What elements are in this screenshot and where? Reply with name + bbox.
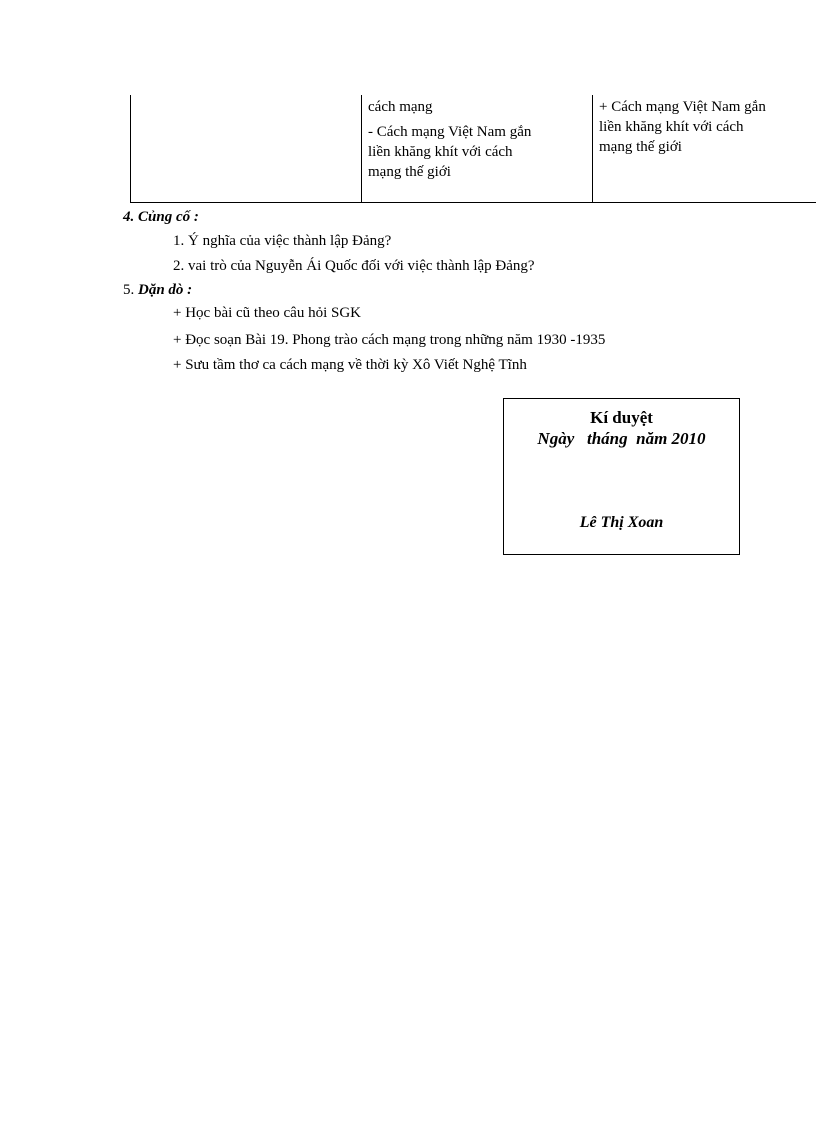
cell-text-line: - Cách mạng Việt Nam gắn — [368, 124, 532, 140]
section-title: Dặn dò : — [138, 282, 193, 298]
table-cell-empty — [131, 95, 361, 202]
approval-date: Ngày tháng năm 2010 — [537, 429, 706, 448]
list-item: + Sưu tầm thơ ca cách mạng về thời kỳ Xô Viết Nghệ Tĩnh — [173, 357, 527, 373]
table-cell-middle — [361, 95, 592, 202]
cell-text-line: mạng thế giới — [368, 164, 451, 180]
section-number: 4. — [123, 209, 135, 225]
section-4-heading — [123, 207, 199, 227]
cell-text-line: cách mạng — [368, 99, 433, 115]
approval-signer-name: Lê Thị Xoan — [579, 514, 664, 531]
cell-text-line: mạng thế giới — [599, 139, 682, 155]
approval-box — [503, 398, 740, 555]
cell-text-line: liền khăng khít với cách — [368, 144, 513, 160]
cell-text-line: + Cách mạng Việt Nam gắn — [599, 99, 766, 115]
cell-text-line: liền khăng khít với cách — [599, 119, 744, 135]
approval-title: Kí duyệt — [590, 408, 653, 427]
list-item: 2. vai trò của Nguyễn Ái Quốc đối với việc thành lập Đảng? — [173, 258, 535, 274]
list-item: 1. Ý nghĩa của việc thành lập Đảng? — [173, 233, 392, 249]
table-cell-right — [592, 95, 816, 202]
list-item: + Học bài cũ theo câu hỏi SGK — [173, 305, 361, 321]
lesson-table — [130, 95, 816, 203]
section-title: Củng cố : — [138, 209, 199, 225]
section-5-heading — [123, 280, 192, 300]
list-item: + Đọc soạn Bài 19. Phong trào cách mạng trong những năm 1930 -1935 — [173, 332, 606, 348]
section-number: 5. — [123, 282, 135, 298]
